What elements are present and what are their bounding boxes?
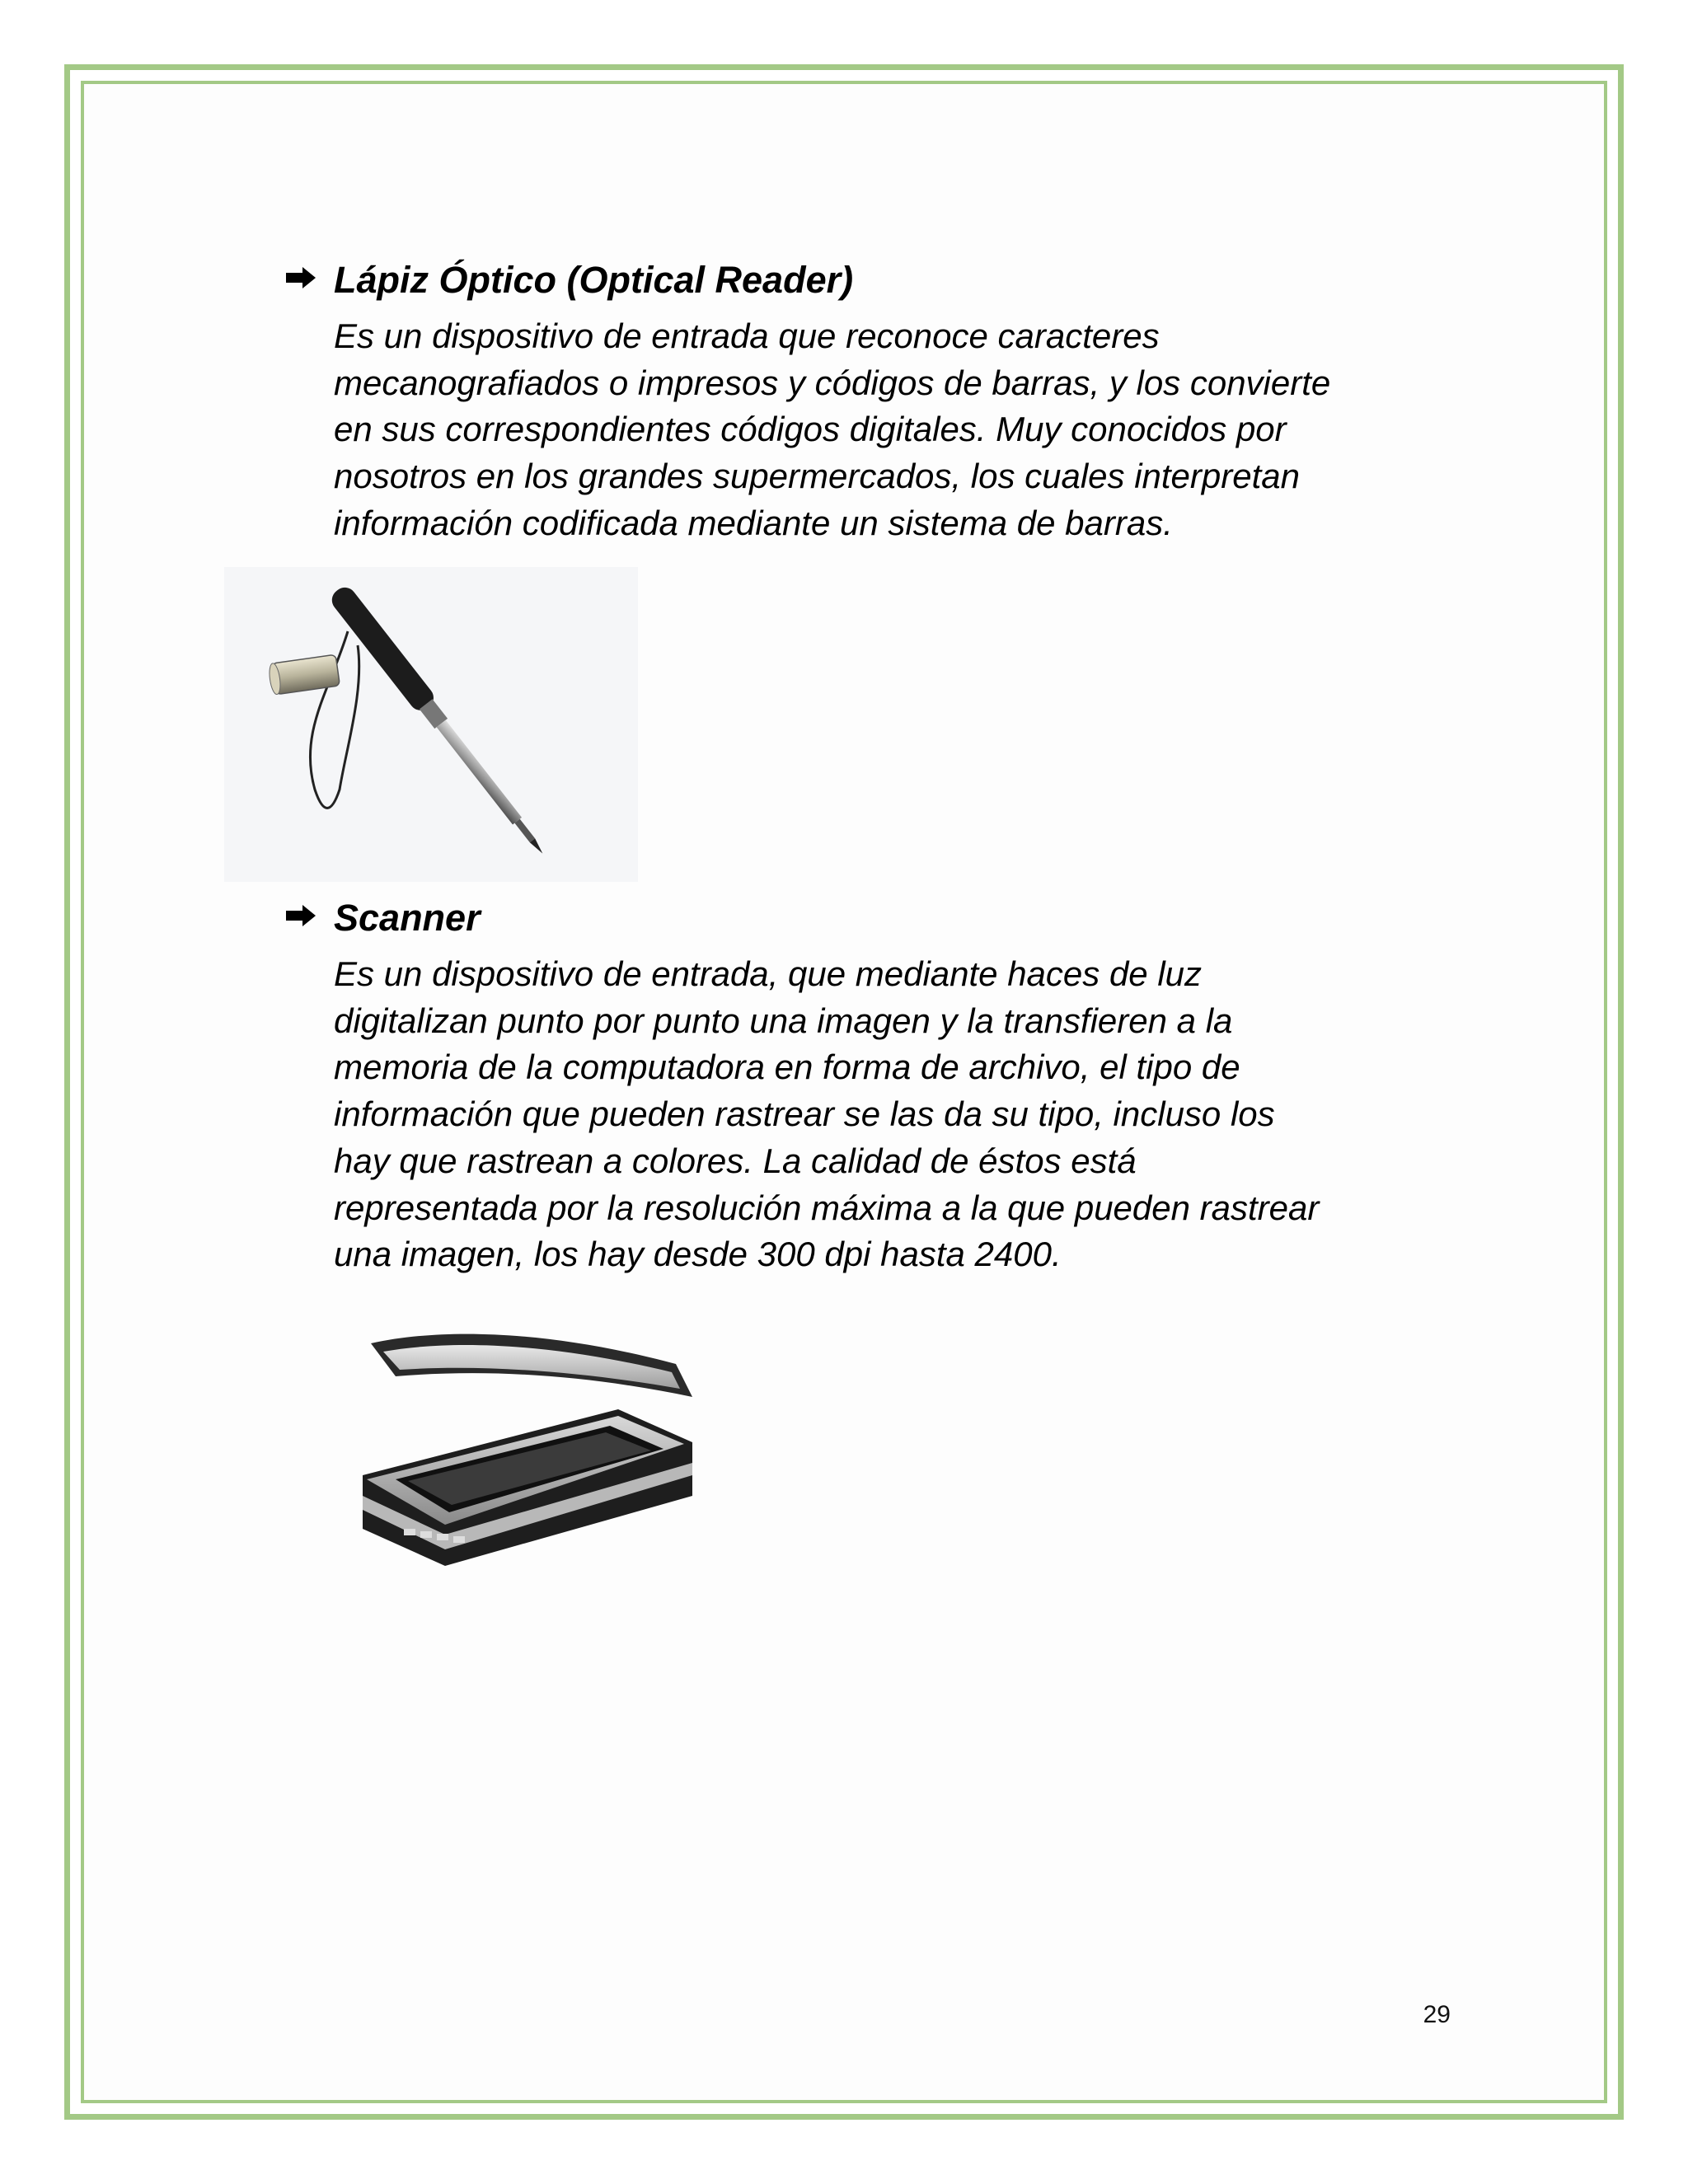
body-line: información codificada mediante un sistema de barras. — [334, 503, 1173, 542]
body-line: mecanografiados o impresos y códigos de barras, y los convierte — [334, 363, 1331, 402]
body-line: nosotros en los grandes supermercados, los cuales interpretan — [334, 457, 1300, 496]
body-line: información que pueden rastrear se las da su tipo, incluso los — [334, 1094, 1275, 1134]
section-body — [334, 313, 1471, 547]
section-scanner — [284, 895, 1471, 1278]
light-pen-image — [224, 567, 638, 882]
page-number: 29 — [1423, 2001, 1451, 2028]
body-line: Es un dispositivo de entrada, que mediante haces de luz — [334, 954, 1203, 993]
body-line: hay que rastrean a colores. La calidad de éstos está — [334, 1141, 1137, 1180]
body-line: en sus correspondientes códigos digitales. Muy conocidos por — [334, 410, 1287, 449]
section-heading: Lápiz Óptico (Optical Reader) — [334, 259, 854, 301]
section-heading: Scanner — [334, 897, 481, 939]
body-line: una imagen, los hay desde 300 dpi hasta 2400. — [334, 1235, 1062, 1274]
arrow-bullet-icon — [284, 265, 317, 290]
section-body — [334, 951, 1471, 1278]
body-line: representada por la resolución máxima a la que pueden rastrear — [334, 1188, 1320, 1227]
section-lapiz-optico — [284, 257, 1471, 547]
body-line: memoria de la computadora en forma de archivo, el tipo de — [334, 1047, 1240, 1087]
body-line: digitalizan punto por punto una imagen y la transfieren a la — [334, 1001, 1233, 1040]
body-line: Es un dispositivo de entrada que reconoce caracteres — [334, 316, 1160, 355]
arrow-bullet-icon — [284, 903, 317, 928]
flatbed-scanner-image — [346, 1319, 701, 1591]
